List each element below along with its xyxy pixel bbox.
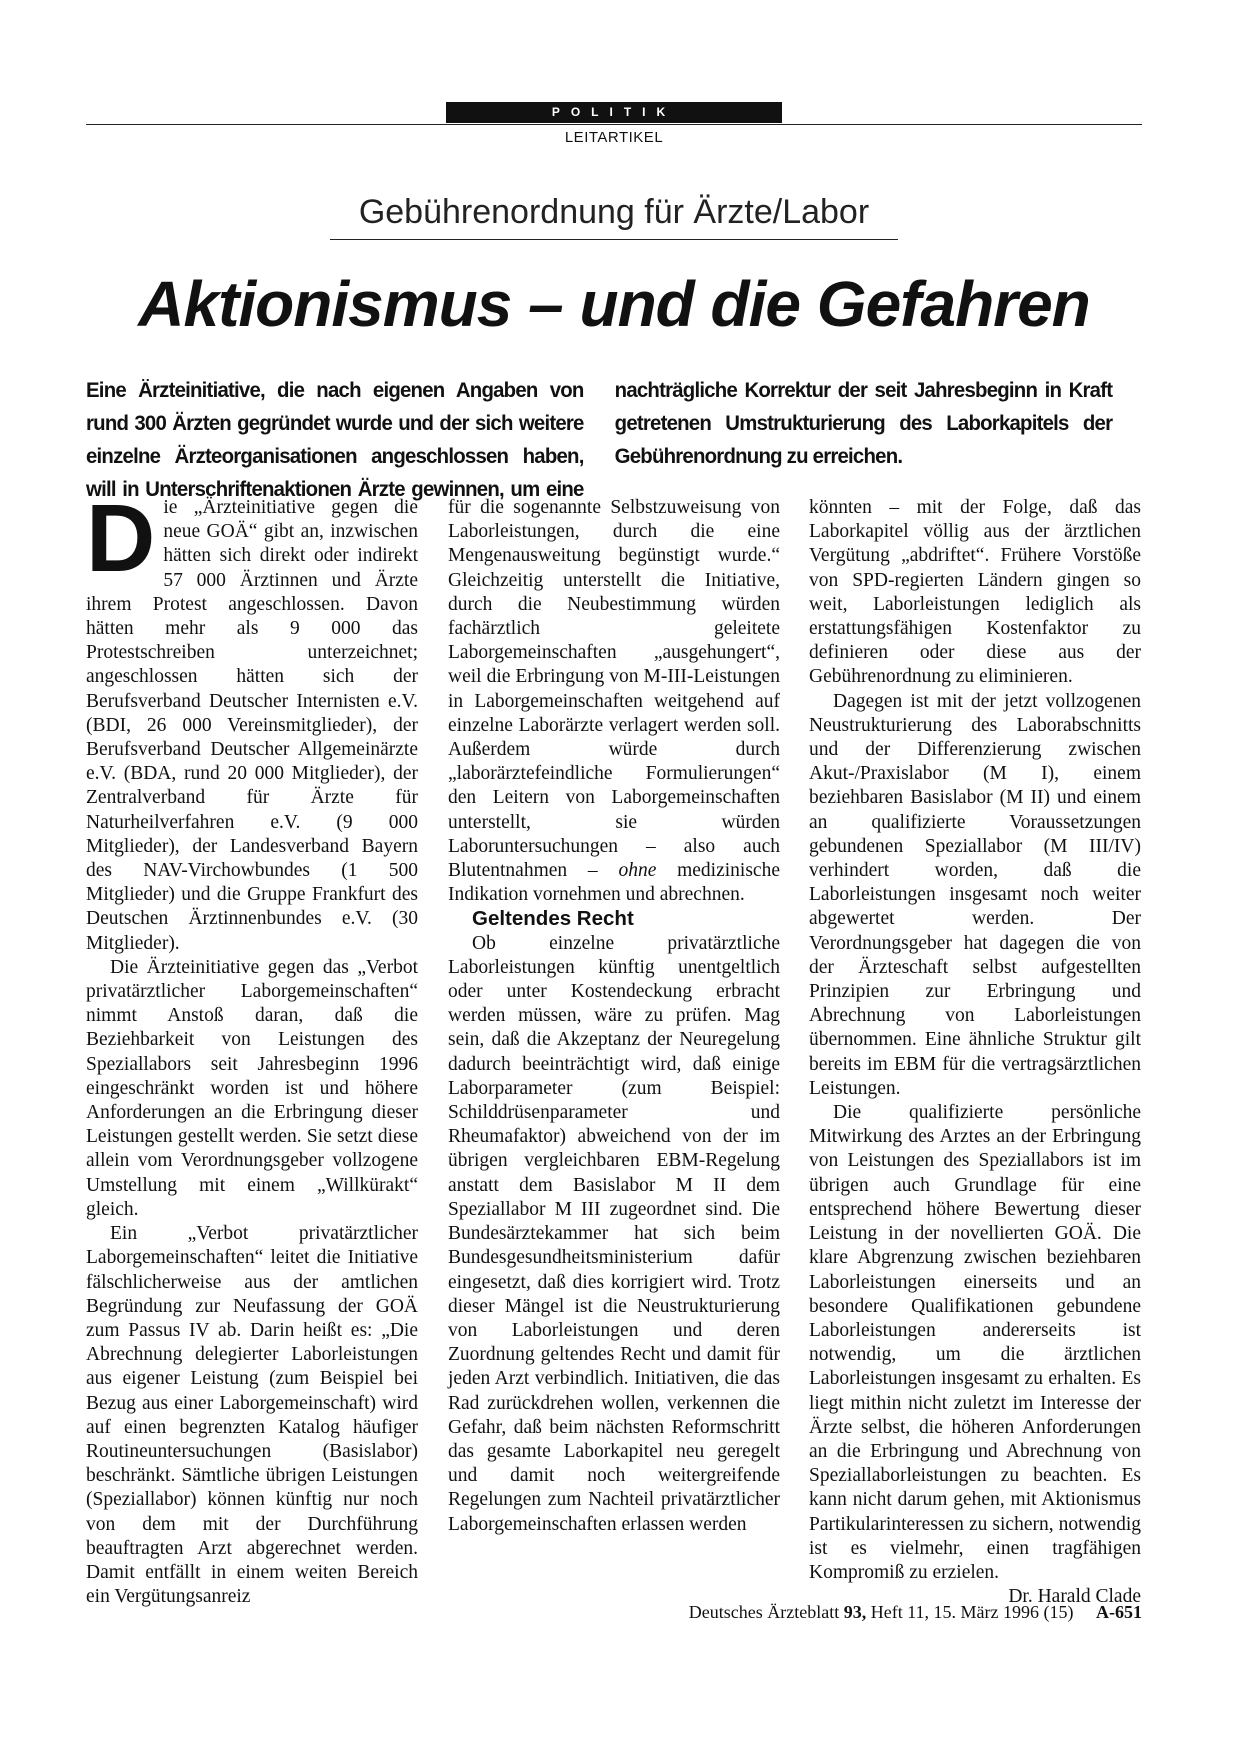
emphasis: ohne [618,860,657,882]
paragraph-text: medizinische Indikation vornehmen und abrechnen. [448,860,780,906]
drop-cap: D [86,485,156,592]
page-number: A-651 [1096,1602,1142,1622]
paragraph: Dagegen ist mit der jetzt vollzogenen Neustrukturierung des Laborabschnitts und der Differenzierung zwischen Akut-/Praxislabor (M I), einem beziehbaren Basislabor (M II) und einem an qualifizierte Voraussetzungen gebundenen Speziallabor (M III/IV) verhindert worden, daß die Laborleistungen insgesamt noch weiter abgewertet werden. Der Verordnungsgeber hat dagegen die von der Ärzteschaft selbst aufgestellten Prinzipien zur Erbringung und Abrechnung von Laborleistungen übernommen. Eine ähnliche Struktur gilt bereits im EBM für die vertragsärztlichen Leistungen. [809,690,1141,1099]
journal-name: Deutsches Ärzteblatt [688,1602,840,1622]
journal-issue: Heft 11, 15. März 1996 (15) [870,1602,1074,1622]
paragraph: Ob einzelne privatärztliche Laborleistungen künftig unentgeltlich oder unter Kostendeckung erbracht werden müssen, wäre zu prüfen. Mag sein, daß die Akzeptanz der Neuregelung dadurch beeinträchtigt wird, daß einige Laborparameter (zum Beispiel: Schilddrüsenparameter und Rheumafaktor) abweichend von der im übrigen vergleichbaren EBM-Regelung anstatt dem Basislabor M II dem Speziallabor M III zugeordnet sind. Die Bundesärztekammer hat sich beim Bundesgesundheitsministerium dafür eingesetzt, daß dies korrigiert wird. Trotz dieser Mängel ist die Neustrukturierung von Laborleistungen und deren Zuordnung geltendes Recht und damit für jeden Arzt verbindlich. Initiativen, die das Rad zurückdrehen wollen, verkennen die Gefahr, daß beim nächsten Reformschritt das gesamte Laborkapitel neu geregelt und damit noch weitergreifende Regelungen zum Nachteil privatärztlicher Laborgemeinschaften erlassen werden [448,932,780,1535]
paragraph: könnten – mit der Folge, daß das Laborkapitel völlig aus der ärztlichen Vergütung „abdriftet“. Frühere Vorstöße von SPD-regierten Ländern gingen so weit, Laborleistungen lediglich als erstattungsfähigen Kostenfaktor zu definieren oder diese aus der Gebührenordnung zu eliminieren. [809,497,1141,688]
body-column-3 [809,496,1141,1609]
paragraph [448,496,780,907]
section-subhead: Geltendes Recht [472,907,634,931]
paragraph: Ein „Verbot privatärztlicher Laborgemeinschaften“ leitet die Initiative fälschlicherweise aus der amtlichen Begründung zur Neufassung der GOÄ zum Passus IV ab. Darin heißt es: „Die Abrechnung delegierter Laborleistungen aus eigener Leistung (zum Beispiel bei Bezug aus einer Laborgemeinschaft) wird auf einen begrenzten Katalog häufiger Routineuntersuchungen (Basislabor) beschränkt. Sämtliche übrigen Leistungen (Speziallabor) können künftig nur noch von dem mit der Durchführung beauftragten Arzt abgerechnet werden. Damit entfällt in einem weiten Bereich ein Vergütungsanreiz [86,1223,418,1608]
article-kicker: Gebührenordnung für Ärzte/Labor [358,193,870,231]
page-footer [689,1602,1142,1623]
header-rule [86,124,1142,125]
body-column-2 [448,496,780,1537]
paragraph-text: für die sogenannte Selbstzuweisung von Laborleistungen, durch die eine Mengenausweitung begünstigt wurde.“ Gleichzeitig unterstellt die Initiative, durch die Neubestimmung würden fachärztlich geleitete Laborgemeinschaften „ausgehungert“, weil die Erbringung von M-III-Leistungen in Laborgemeinschaften weitgehend auf einzelne Laborärzte verlagert werden soll. Außerdem würde durch „laborärztefeindliche Formulierungen“ den Leitern von Laborgemeinschaften unterstellt, sie würden Laboruntersuchungen – also auch Blutentnahmen – [448,497,780,882]
journal-volume: 93, [843,1602,867,1622]
section-label: POLITIK [446,102,782,123]
kicker-underline [330,239,898,240]
paragraph: Die qualifizierte persönliche Mitwirkung des Arztes an der Erbringung von Leistungen des Speziallabors ist im übrigen auch Grundlage für eine entsprechend höhere Bewertung dieser Leistung in der novellierten GOÄ. Die klare Abgrenzung zwischen beziehbaren Laborleistungen einerseits und an besondere Qualifikationen gebundene Laborleistungen andererseits ist notwendig, um die ärztlichen Laborleistungen insgesamt zu erhalten. Es liegt mithin nicht zuletzt im Interesse der Ärzte selbst, die höheren Anforderungen an die Erbringung und Abrechnung von Speziallaborleistungen zu beachten. Es kann nicht darum gehen, mit Aktionismus Partikularinteressen zu sichern, notwendig ist es vielmehr, einen tragfähigen Kompromiß zu erzielen. [809,1102,1141,1583]
paragraph-text: ie „Ärzteinitiative gegen die neue GOÄ“ gibt an, inzwischen hätten sich direkt oder indirekt 57 000 Ärztinnen und Ärzte ihrem Protest angeschlossen. Davon hätten mehr als 9 000 das Protestschreiben unterzeichnet; angeschlossen hätten sich der Berufsverband Deutscher Internisten e.V. (BDI, 26 000 Vereinsmitglieder), der Berufsverband Deutscher Allgemeinärzte e.V. (BDA, rund 20 000 Mitglieder), der Zentralverband für Ärzte für Naturheilverfahren e.V. (9 000 Mitglieder), der Landesverband Bayern des NAV-Virchowbundes (1 500 Mitglieder) und die Gruppe Frankfurt des Deutschen Ärztinnenbundes e.V. (30 Mitglieder). [86,497,418,954]
article-headline: Aktionismus – und die Gefahren [138,268,1090,340]
paragraph: Die Ärzteinitiative gegen das „Verbot privatärztlicher Laborgemeinschaften“ nimmt Anstoß daran, daß die Beziehbarkeit von Leistungen des Speziallabors seit Jahresbeginn 1996 eingeschränkt worden ist und höhere Anforderungen an die Erbringung dieser Leistungen gestellt werden. Sie setzt diese allein vom Verordnungsgeber vollzogene Umstellung mit einem „Willkürakt“ gleich. [86,956,418,1220]
article-lead: Eine Ärzteinitiative, die nach eigenen Angaben von rund 300 Ärzten gegründet wurde und der sich weitere einzelne Ärzteorganisationen angeschlossen haben, will in Unterschriftenaktionen Ärzte gewinnen, um eine nachträgliche Korrektur der seit Jahresbeginn in Kraft getretenen Umstrukturierung des Laborkapitels der Gebührenordnung zu erreichen. [86,379,1113,501]
subsection-label: LEITARTIKEL [564,129,664,146]
author-name: Dr. Harald Clade [1008,1586,1141,1608]
body-column-1 [86,485,418,1609]
paragraph [86,485,418,956]
